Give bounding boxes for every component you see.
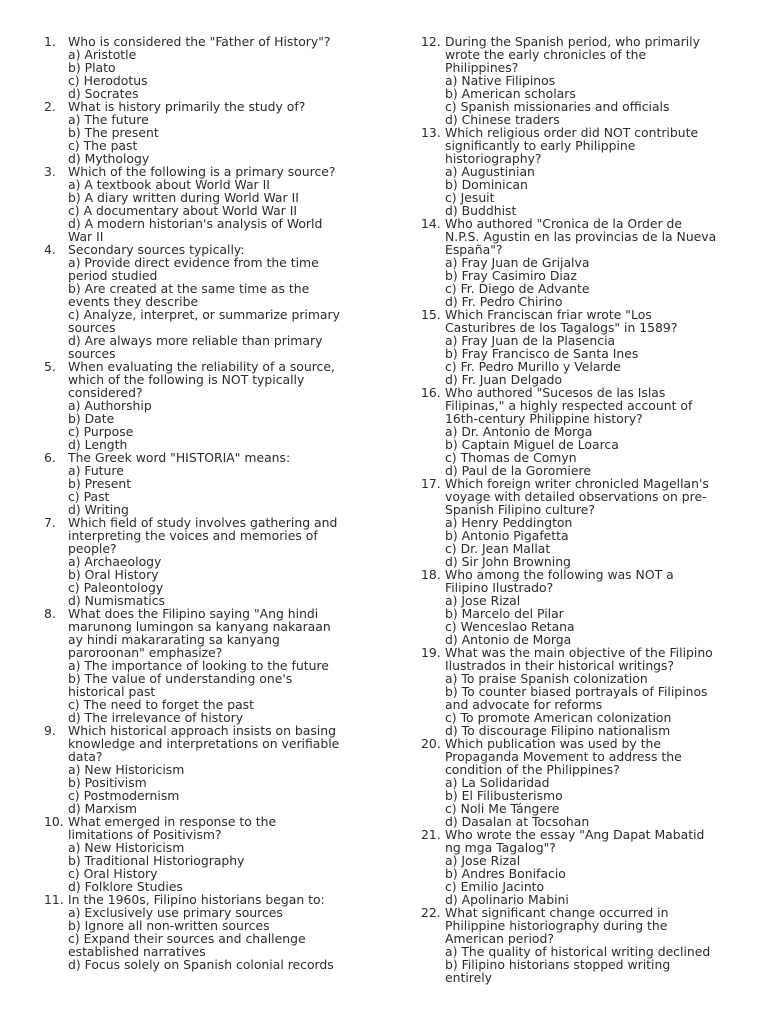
question-line: Which historical approach insists on basing: [68, 723, 336, 738]
question-line: d) Are always more reliable than primary: [68, 333, 323, 348]
question-line: Propaganda Movement to address the: [445, 749, 682, 764]
question-line: voyage with detailed observations on pre-: [445, 489, 707, 504]
question-line: During the Spanish period, who primarily: [445, 34, 700, 49]
question-item: [421, 646, 751, 737]
question-line: b) To counter biased portrayals of Filipinos: [445, 684, 708, 699]
question-line: a) Jose Rizal: [445, 853, 521, 868]
question-item: [421, 906, 751, 984]
question-line: Which publication was used by the: [445, 736, 662, 751]
question-line: people?: [68, 541, 117, 556]
question-item: [44, 360, 374, 451]
question-line: historiography?: [445, 151, 542, 166]
question-line: b) Fray Casimiro Diaz: [445, 268, 577, 283]
question-line: a) La Solidaridad: [445, 775, 550, 790]
question-body: [68, 607, 374, 724]
question-line: d) Fr. Juan Delgado: [445, 372, 563, 387]
question-number: 8.: [44, 606, 56, 621]
question-body: [68, 893, 374, 971]
question-line: b) The value of understanding one's: [68, 671, 293, 686]
question-line: War II: [68, 229, 104, 244]
question-line: d) Marxism: [68, 801, 137, 816]
question-line: Philippine historiography during the: [445, 918, 668, 933]
question-line: d) Folklore Studies: [68, 879, 183, 894]
question-line: d) Socrates: [68, 86, 139, 101]
question-line: c) Spanish missionaries and officials: [445, 99, 670, 114]
question-line: paroroonan" emphasize?: [68, 645, 223, 660]
question-number: 15.: [421, 307, 441, 322]
question-line: d) Writing: [68, 502, 129, 517]
question-line: established narratives: [68, 944, 206, 959]
question-body: [68, 724, 374, 815]
question-number: 7.: [44, 515, 56, 530]
question-line: c) Oral History: [68, 866, 158, 881]
question-line: b) Are created at the same time as the: [68, 281, 310, 296]
question-line: sources: [68, 346, 116, 361]
question-line: N.P.S. Agustin en las provincias de la Nueva: [445, 229, 717, 244]
question-line: a) To praise Spanish colonization: [445, 671, 648, 686]
question-number: 18.: [421, 567, 441, 582]
question-line: d) Apolinario Mabini: [445, 892, 569, 907]
question-line: Who among the following was NOT a: [445, 567, 674, 582]
question-line: and advocate for reforms: [445, 697, 603, 712]
question-line: b) Positivism: [68, 775, 147, 790]
question-line: b) El Filibusterismo: [445, 788, 563, 803]
question-body: [445, 386, 751, 477]
question-body: [445, 828, 751, 906]
question-line: significantly to early Philippine: [445, 138, 636, 153]
question-line: d) To discourage Filipino nationalism: [445, 723, 671, 738]
question-line: d) Length: [68, 437, 128, 452]
question-line: c) Wenceslao Retana: [445, 619, 575, 634]
question-line: a) The quality of historical writing declined: [445, 944, 711, 959]
question-line: d) A modern historian's analysis of World: [68, 216, 323, 231]
question-item: [44, 607, 374, 724]
question-body: [68, 815, 374, 893]
question-line: a) Archaeology: [68, 554, 162, 569]
question-body: [68, 165, 374, 243]
question-body: [68, 516, 374, 607]
question-item: [44, 100, 374, 165]
question-line: a) Authorship: [68, 398, 152, 413]
question-line: ay hindi makararating sa kanyang: [68, 632, 280, 647]
question-line: Which foreign writer chronicled Magellan's: [445, 476, 709, 491]
question-line: What emerged in response to the: [68, 814, 277, 829]
question-line: Ilustrados in their historical writings?: [445, 658, 675, 673]
question-item: [421, 568, 751, 646]
question-line: Who wrote the essay "Ang Dapat Mabatid: [445, 827, 705, 842]
question-number: 10.: [44, 814, 64, 829]
question-line: a) Augustinian: [445, 164, 535, 179]
question-line: a) New Historicism: [68, 840, 185, 855]
question-line: Secondary sources typically:: [68, 242, 245, 257]
question-body: [68, 451, 374, 516]
question-number: 6.: [44, 450, 56, 465]
question-line: In the 1960s, Filipino historians began to:: [68, 892, 325, 907]
question-number: 1.: [44, 34, 56, 49]
question-body: [445, 646, 751, 737]
question-number: 20.: [421, 736, 441, 751]
question-line: period studied: [68, 268, 158, 283]
question-item: [421, 308, 751, 386]
question-item: [421, 217, 751, 308]
question-body: [445, 308, 751, 386]
question-line: b) American scholars: [445, 86, 576, 101]
question-body: [445, 906, 751, 984]
question-line: knowledge and interpretations on verifiable: [68, 736, 340, 751]
question-body: [68, 100, 374, 165]
question-line: a) Fray Juan de Grijalva: [445, 255, 590, 270]
question-body: [68, 243, 374, 360]
question-line: b) Present: [68, 476, 132, 491]
question-line: c) A documentary about World War II: [68, 203, 298, 218]
question-number: 12.: [421, 34, 441, 49]
question-number: 2.: [44, 99, 56, 114]
question-item: [44, 516, 374, 607]
question-body: [445, 568, 751, 646]
question-line: Philippines?: [445, 60, 519, 75]
question-line: What is history primarily the study of?: [68, 99, 306, 114]
question-line: a) Aristotle: [68, 47, 137, 62]
question-line: b) Dominican: [445, 177, 528, 192]
question-number: 5.: [44, 359, 56, 374]
question-line: ng mga Tagalog"?: [445, 840, 556, 855]
question-line: American period?: [445, 931, 554, 946]
question-line: c) Thomas de Comyn: [445, 450, 577, 465]
question-line: c) Past: [68, 489, 110, 504]
question-line: b) Ignore all non-written sources: [68, 918, 270, 933]
question-line: a) Dr. Antonio de Morga: [445, 424, 593, 439]
question-item: [44, 815, 374, 893]
question-number: 17.: [421, 476, 441, 491]
question-line: historical past: [68, 684, 156, 699]
question-line: interpreting the voices and memories of: [68, 528, 318, 543]
question-line: Which of the following is a primary source?: [68, 164, 336, 179]
question-line: d) Focus solely on Spanish colonial records: [68, 957, 334, 972]
question-line: d) Buddhist: [445, 203, 517, 218]
question-line: b) Andres Bonifacio: [445, 866, 566, 881]
question-item: [421, 126, 751, 217]
question-line: d) Numismatics: [68, 593, 165, 608]
question-line: c) Emilio Jacinto: [445, 879, 545, 894]
question-item: [421, 477, 751, 568]
question-number: 22.: [421, 905, 441, 920]
question-line: c) Purpose: [68, 424, 134, 439]
question-line: b) Traditional Historiography: [68, 853, 245, 868]
question-line: c) Paleontology: [68, 580, 164, 595]
question-line: b) A diary written during World War II: [68, 190, 299, 205]
question-line: b) Date: [68, 411, 115, 426]
question-line: c) Herodotus: [68, 73, 148, 88]
question-line: b) Marcelo del Pilar: [445, 606, 564, 621]
question-line: b) Filipino historians stopped writing: [445, 957, 671, 972]
question-line: c) The past: [68, 138, 138, 153]
question-line: a) Jose Rizal: [445, 593, 521, 608]
question-line: sources: [68, 320, 116, 335]
question-line: a) Fray Juan de la Plasencia: [445, 333, 616, 348]
question-body: [68, 360, 374, 451]
question-line: a) The importance of looking to the future: [68, 658, 329, 673]
question-line: d) Paul de la Goromiere: [445, 463, 591, 478]
question-item: [44, 165, 374, 243]
question-number: 4.: [44, 242, 56, 257]
question-line: data?: [68, 749, 103, 764]
question-line: c) Expand their sources and challenge: [68, 931, 306, 946]
question-line: Filipino Ilustrado?: [445, 580, 554, 595]
question-line: c) Fr. Pedro Murillo y Velarde: [445, 359, 621, 374]
question-line: c) Analyze, interpret, or summarize primary: [68, 307, 340, 322]
question-body: [445, 737, 751, 828]
question-line: d) Mythology: [68, 151, 150, 166]
question-line: a) A textbook about World War II: [68, 177, 270, 192]
question-line: d) Dasalan at Tocsohan: [445, 814, 590, 829]
question-number: 19.: [421, 645, 441, 660]
question-item: [44, 243, 374, 360]
question-line: España"?: [445, 242, 503, 257]
question-line: Which Franciscan friar wrote "Los: [445, 307, 652, 322]
question-number: 16.: [421, 385, 441, 400]
question-line: c) The need to forget the past: [68, 697, 254, 712]
question-line: which of the following is NOT typically: [68, 372, 305, 387]
question-body: [445, 35, 751, 126]
question-line: a) The future: [68, 112, 149, 127]
question-item: [44, 724, 374, 815]
question-line: b) Oral History: [68, 567, 159, 582]
question-line: c) Noli Me Tángere: [445, 801, 560, 816]
question-line: Casturibres de los Tagalogs" in 1589?: [445, 320, 678, 335]
question-line: Spanish Filipino culture?: [445, 502, 595, 517]
question-line: wrote the early chronicles of the: [445, 47, 647, 62]
question-line: Which field of study involves gathering and: [68, 515, 338, 530]
question-line: What significant change occurred in: [445, 905, 669, 920]
question-line: b) Antonio Pigafetta: [445, 528, 569, 543]
question-line: a) New Historicism: [68, 762, 185, 777]
question-number: 13.: [421, 125, 441, 140]
question-number: 11.: [44, 892, 64, 907]
question-line: c) Postmodernism: [68, 788, 180, 803]
question-line: d) Fr. Pedro Chirino: [445, 294, 563, 309]
question-line: marunong lumingon sa kanyang nakaraan: [68, 619, 331, 634]
question-number: 9.: [44, 723, 56, 738]
question-item: [421, 35, 751, 126]
question-line: Filipinas," a highly respected account of: [445, 398, 693, 413]
question-line: b) Captain Miguel de Loarca: [445, 437, 619, 452]
question-number: 14.: [421, 216, 441, 231]
question-line: What was the main objective of the Filipino: [445, 645, 713, 660]
question-line: Who is considered the "Father of History"?: [68, 34, 331, 49]
question-line: a) Henry Peddington: [445, 515, 573, 530]
question-line: entirely: [445, 970, 492, 985]
question-line: c) To promote American colonization: [445, 710, 672, 725]
question-item: [421, 828, 751, 906]
question-line: 16th-century Philippine history?: [445, 411, 643, 426]
left-column: [44, 35, 374, 971]
question-item: [44, 35, 374, 100]
question-body: [445, 126, 751, 217]
question-item: [44, 893, 374, 971]
question-line: a) Future: [68, 463, 124, 478]
question-item: [421, 386, 751, 477]
question-line: b) Plato: [68, 60, 116, 75]
question-line: c) Fr. Diego de Advante: [445, 281, 590, 296]
question-line: b) Fray Francisco de Santa Ines: [445, 346, 639, 361]
question-item: [421, 737, 751, 828]
question-line: The Greek word "HISTORIA" means:: [68, 450, 291, 465]
question-line: Who authored "Sucesos de las Islas: [445, 385, 666, 400]
question-line: What does the Filipino saying "Ang hindi: [68, 606, 319, 621]
right-column: [421, 35, 751, 984]
question-line: a) Exclusively use primary sources: [68, 905, 283, 920]
question-line: limitations of Positivism?: [68, 827, 222, 842]
question-line: b) The present: [68, 125, 159, 140]
question-line: a) Provide direct evidence from the time: [68, 255, 319, 270]
question-line: c) Jesuit: [445, 190, 495, 205]
question-body: [445, 477, 751, 568]
question-line: events they describe: [68, 294, 199, 309]
question-line: d) Chinese traders: [445, 112, 560, 127]
question-line: d) Sir John Browning: [445, 554, 571, 569]
question-line: d) The irrelevance of history: [68, 710, 244, 725]
question-line: When evaluating the reliability of a source,: [68, 359, 335, 374]
question-line: condition of the Philippines?: [445, 762, 620, 777]
question-line: d) Antonio de Morga: [445, 632, 572, 647]
question-item: [44, 451, 374, 516]
question-line: considered?: [68, 385, 143, 400]
question-line: Who authored "Cronica de la Order de: [445, 216, 683, 231]
question-line: c) Dr. Jean Mallat: [445, 541, 551, 556]
question-number: 21.: [421, 827, 441, 842]
question-line: Which religious order did NOT contribute: [445, 125, 699, 140]
question-line: a) Native Filipinos: [445, 73, 556, 88]
question-body: [68, 35, 374, 100]
question-number: 3.: [44, 164, 56, 179]
question-body: [445, 217, 751, 308]
